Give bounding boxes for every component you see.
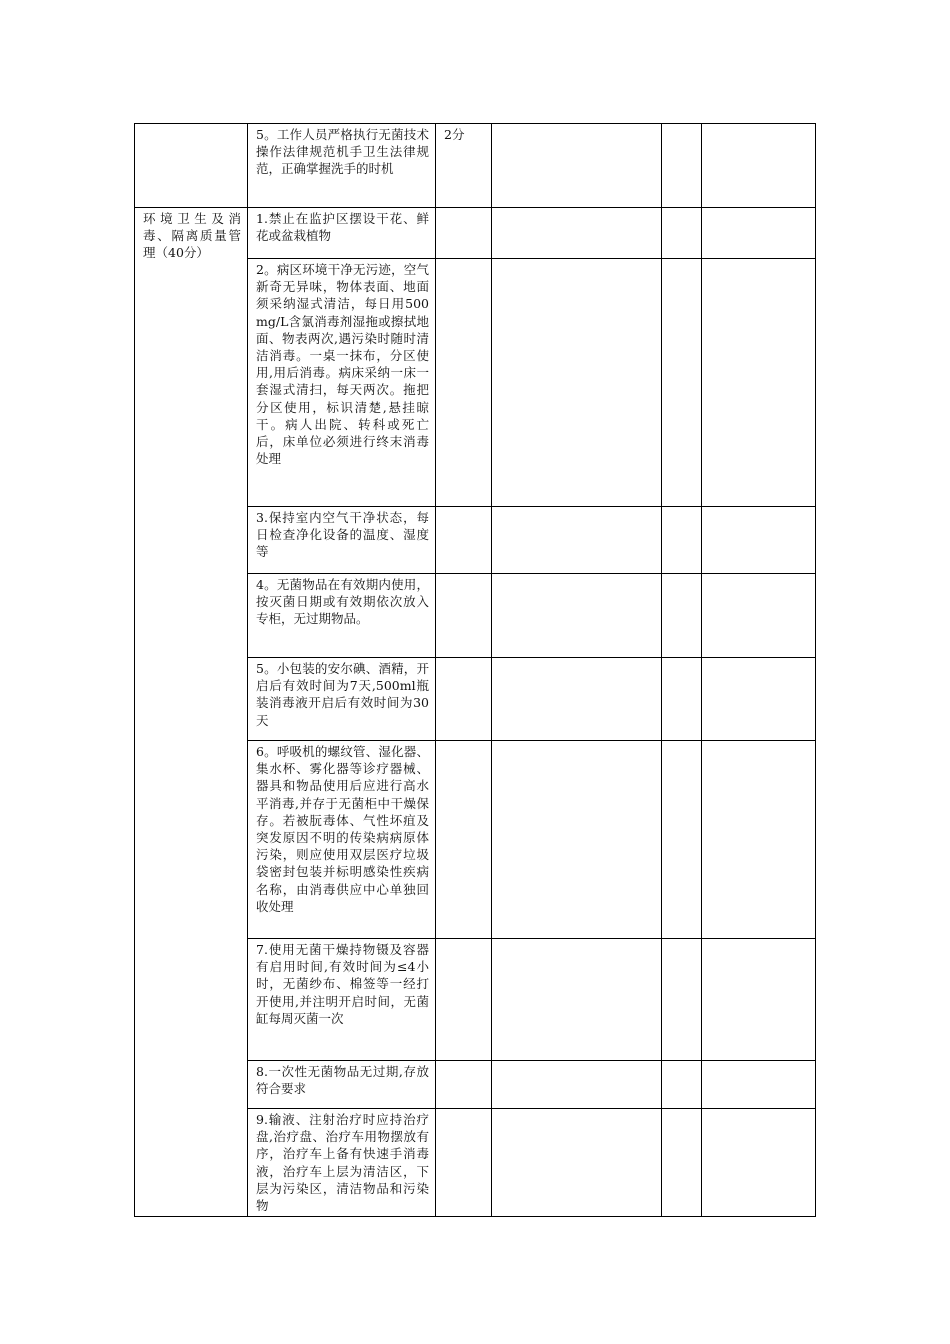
empty-cell (702, 939, 816, 1061)
category-cell (135, 124, 248, 208)
item-content: 7.使用无菌干燥持物镊及容器有启用时间,有效时间为≤4小时，无菌纱布、棉签等一经打开使用,并注明开启时间，无菌缸每周灭菌一次 (248, 939, 436, 1061)
empty-cell (492, 507, 662, 574)
empty-cell (702, 658, 816, 741)
empty-cell (662, 741, 702, 939)
empty-cell (702, 1061, 816, 1109)
item-content: 9.输液、注射治疗时应持治疗盘,治疗盘、治疗车用物摆放有序，治疗车上备有快速手消毒液，治疗车上层为清洁区，下层为污染区，清洁物品和污染物 (248, 1109, 436, 1217)
empty-cell (492, 1061, 662, 1109)
item-content: 6。呼吸机的螺纹管、湿化器、集水杯、雾化器等诊疗器械、器具和物品使用后应进行高水平消毒,并存于无菌柜中干燥保存。若被朊毒体、气性坏疽及突发原因不明的传染病病原体污染，则应使用双层医疗垃圾袋密封包装并标明感染性疾病名称，由消毒供应中心单独回收处理 (248, 741, 436, 939)
item-score (436, 208, 492, 259)
empty-cell (702, 507, 816, 574)
item-score (436, 741, 492, 939)
empty-cell (492, 259, 662, 507)
empty-cell (662, 208, 702, 259)
item-score (436, 939, 492, 1061)
empty-cell (492, 939, 662, 1061)
item-score (436, 259, 492, 507)
empty-cell (662, 507, 702, 574)
empty-cell (662, 1061, 702, 1109)
item-content: 3.保持室内空气干净状态，每日检查净化设备的温度、湿度等 (248, 507, 436, 574)
empty-cell (702, 208, 816, 259)
table-row (135, 124, 816, 208)
empty-cell (492, 574, 662, 658)
item-score (436, 1109, 492, 1217)
item-score: 2分 (436, 124, 492, 208)
empty-cell (492, 1109, 662, 1217)
item-score (436, 574, 492, 658)
empty-cell (662, 658, 702, 741)
empty-cell (702, 574, 816, 658)
inspection-table (134, 123, 816, 1217)
empty-cell (702, 259, 816, 507)
table-row (135, 208, 816, 259)
empty-cell (662, 939, 702, 1061)
empty-cell (662, 1109, 702, 1217)
item-content: 5。工作人员严格执行无菌技术操作法律规范机手卫生法律规范，正确掌握洗手的时机 (248, 124, 436, 208)
empty-cell (702, 741, 816, 939)
item-score (436, 1061, 492, 1109)
empty-cell (702, 1109, 816, 1217)
item-content: 2。病区环境干净无污迹，空气新奇无异味，物体表面、地面须采纳湿式清洁，每日用500mg/L含氯消毒剂湿拖或擦拭地面、物表两次,遇污染时随时清洁消毒。一桌一抹布，分区使用,用后消毒。病床采纳一床一套湿式清扫，每天两次。拖把分区使用，标识清楚,悬挂晾干。病人出院、转科或死亡后，床单位必须进行终末消毒处理 (248, 259, 436, 507)
empty-cell (492, 124, 662, 208)
empty-cell (492, 208, 662, 259)
item-score (436, 507, 492, 574)
empty-cell (702, 124, 816, 208)
empty-cell (662, 124, 702, 208)
item-content: 4。无菌物品在有效期内使用，按灭菌日期或有效期依次放入专柜，无过期物品。 (248, 574, 436, 658)
category-cell: 环境卫生及消毒、隔离质量管理（40分） (135, 208, 248, 1217)
item-score (436, 658, 492, 741)
item-content: 8.一次性无菌物品无过期,存放符合要求 (248, 1061, 436, 1109)
empty-cell (662, 259, 702, 507)
item-content: 1.禁止在监护区摆设干花、鲜花或盆栽植物 (248, 208, 436, 259)
empty-cell (492, 741, 662, 939)
empty-cell (662, 574, 702, 658)
item-content: 5。小包装的安尔碘、酒精，开启后有效时间为7天,500ml瓶装消毒液开启后有效时间为30天 (248, 658, 436, 741)
empty-cell (492, 658, 662, 741)
